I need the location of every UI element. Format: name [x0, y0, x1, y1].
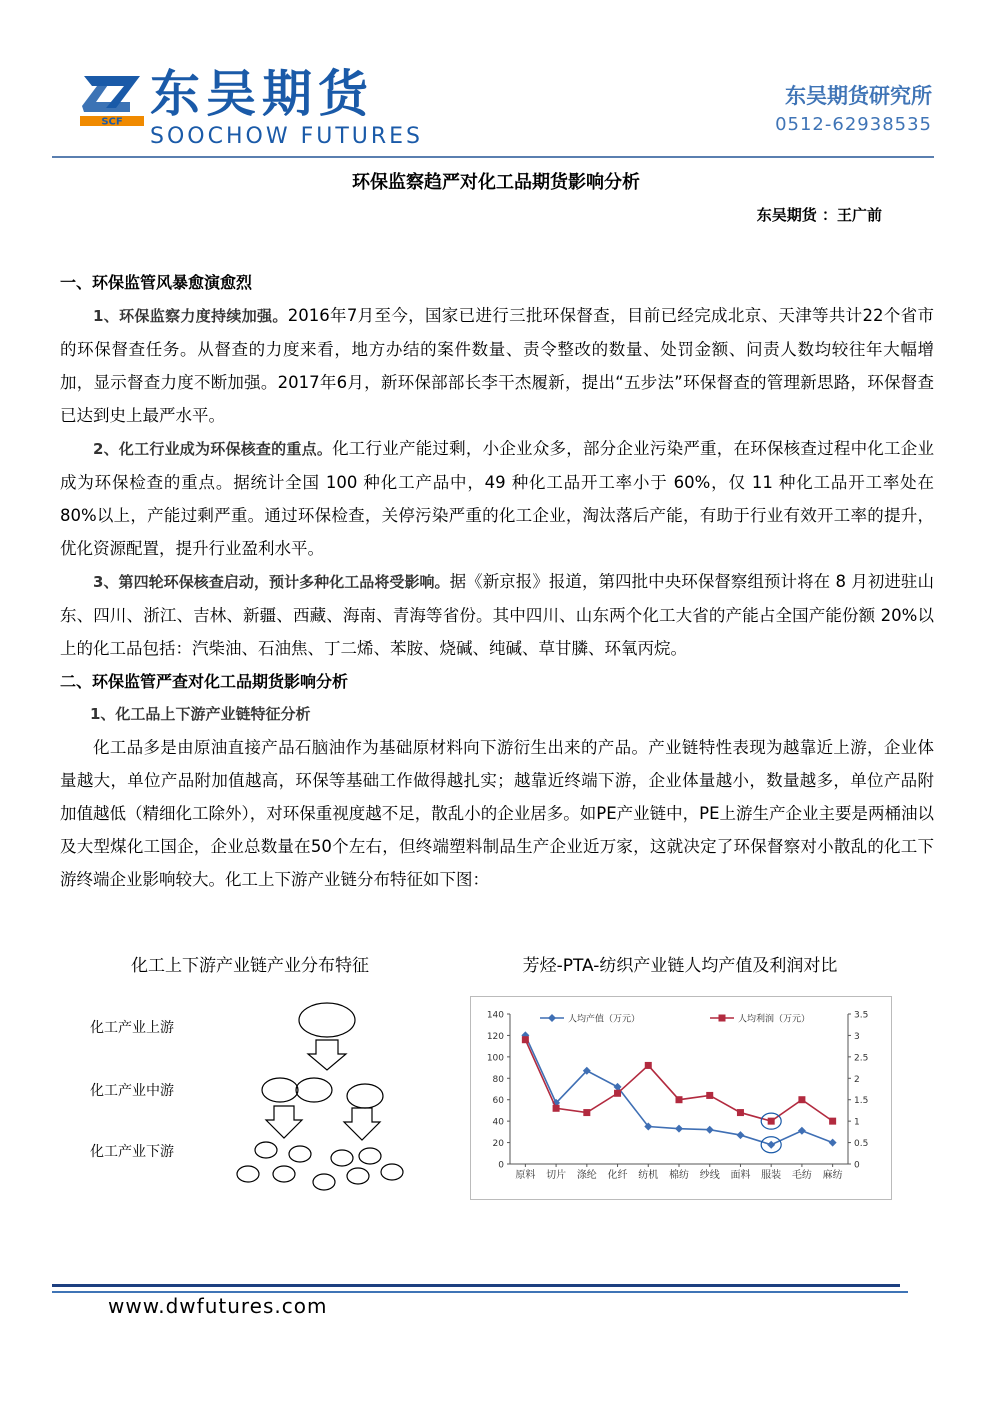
data-point-square: [522, 1036, 529, 1043]
downstream-node: [331, 1150, 353, 1166]
paragraph-1-lead: 1、环保监察力度持续加强。: [93, 307, 288, 325]
paragraph-1: [60, 299, 934, 432]
y-left-tick-label: 40: [492, 1117, 504, 1128]
section-1-heading: 一、环保监管风暴愈演愈烈: [60, 273, 253, 292]
data-point-square: [737, 1109, 744, 1116]
y-left-tick-label: 20: [492, 1139, 504, 1150]
arrow-down-3: [344, 1108, 380, 1140]
logo-abbr: SCF: [101, 116, 123, 128]
doc-author: 东吴期货 ：王广前: [756, 206, 882, 224]
downstream-node: [381, 1164, 403, 1180]
footer-url: www.dwfutures.com: [108, 1294, 328, 1318]
footer-divider-secondary: [52, 1291, 908, 1293]
x-tick-label: 切片: [546, 1170, 567, 1181]
y-left-tick-label: 80: [492, 1074, 504, 1085]
logo-mark: [78, 72, 146, 128]
y-left-tick-label: 60: [492, 1096, 504, 1107]
section-2-heading: 二、环保监管严查对化工品期货影响分析: [60, 672, 349, 691]
paragraph-3: [60, 565, 934, 665]
x-tick-label: 纺机: [638, 1170, 659, 1181]
downstream-node: [289, 1146, 311, 1162]
x-tick-label: 化纤: [607, 1170, 628, 1181]
org-name: 东吴期货研究所: [785, 84, 932, 108]
paragraph-2-text: 化工行业产能过剩，小企业众多，部分企业污染严重，在环保核查过程中化工企业成为环保检查的重点。据统计全国 100 种化工产品中，49 种化工品开工率小于 60%，仅 11 种化工品开工率处在 80%以上，产能过剩严重。通过环保检查，关停污染严重的化工企业，淘汰落后产能，有助于行业有效开工率的提升，优化资源配置，提升行业盈利水平。: [60, 439, 934, 558]
y-right-tick-label: 2: [854, 1074, 860, 1085]
output-profit-chart: [470, 996, 892, 1200]
y-right-tick-label: 1: [854, 1117, 860, 1128]
phone-number: 0512-62938535: [775, 114, 932, 135]
arrow-down-2: [266, 1106, 302, 1138]
midstream-node: [347, 1084, 383, 1108]
x-tick-label: 涤纶: [576, 1170, 597, 1181]
x-tick-label: 毛纺: [791, 1170, 812, 1181]
legend-marker: [719, 1015, 726, 1022]
downstream-node: [237, 1166, 259, 1182]
label-upstream: 化工产业上游: [90, 1020, 174, 1036]
data-point-square: [706, 1092, 713, 1099]
y-right-tick-label: 2.5: [854, 1053, 869, 1064]
section-2-subheading: 1、化工品上下游产业链特征分析: [90, 705, 311, 723]
data-point-square: [583, 1109, 590, 1116]
label-midstream: 化工产业中游: [90, 1083, 174, 1099]
industry-chain-diagram: [80, 990, 440, 1200]
header-divider: [52, 156, 934, 158]
midstream-node: [296, 1078, 332, 1102]
y-left-tick-label: 120: [486, 1031, 504, 1042]
paragraph-1-text: 2016年7月至今，国家已进行三批环保督查，目前已经完成北京、天津等共计22个省市的环保督查任务。从督查的力度来看，地方办结的案件数量、责令整改的数量、处罚金额、问责人数均较往年大幅增加，显示督查力度不断加强。2017年6月，新环保部部长李干杰履新，提出“五步法”环保督查的管理新思路，环保督查已达到史上最严水平。: [60, 306, 934, 425]
y-left-tick-label: 100: [486, 1053, 504, 1064]
y-right-tick-label: 0: [854, 1160, 860, 1171]
data-point-square: [553, 1105, 560, 1112]
downstream-node: [255, 1142, 277, 1158]
doc-title: 环保监察趋严对化工品期货影响分析: [352, 172, 640, 193]
upstream-node: [299, 1003, 355, 1037]
downstream-node: [313, 1174, 335, 1190]
y-left-tick-label: 140: [486, 1010, 504, 1021]
downstream-node: [347, 1168, 369, 1184]
data-point-square: [829, 1118, 836, 1125]
data-point-square: [768, 1118, 775, 1125]
x-tick-label: 面料: [730, 1170, 751, 1181]
y-right-tick-label: 3: [854, 1031, 860, 1042]
data-point-square: [798, 1096, 805, 1103]
x-tick-label: 原料: [515, 1170, 536, 1181]
y-left-tick-label: 0: [498, 1160, 504, 1171]
paragraph-3-lead: 3、第四轮环保核查启动，预计多种化工品将受影响。: [93, 573, 450, 591]
brand-name-cn: 东吴期货: [150, 65, 374, 123]
y-right-tick-label: 1.5: [854, 1096, 869, 1107]
paragraph-4: 化工品多是由原油直接产品石脑油作为基础原材料向下游衍生出来的产品。产业链特性表现为越靠近上游，企业体量越大，单位产品附加值越高，环保等基础工作做得越扎实；越靠近终端下游，企业体量越小，数量越多，单位产品附加值越低（精细化工除外），对环保重视度越不足，散乱小的企业居多。如PE产业链中，PE上游生产企业主要是两桶油以及大型煤化工国企，企业总数量在50个左右，但终端塑料制品生产企业近万家，这就决定了环保督察对小散乱的化工下游终端企业影响较大。化工上下游产业链分布特征如下图：: [60, 738, 935, 889]
x-tick-label: 麻纺: [822, 1170, 843, 1181]
arrow-down-1: [308, 1040, 346, 1070]
legend-label: 人均利润（万元）: [738, 1014, 811, 1025]
paragraph-2: [60, 432, 934, 565]
x-tick-label: 棉纺: [669, 1170, 689, 1181]
downstream-node: [359, 1148, 381, 1164]
chart-svg: [470, 996, 892, 1200]
data-point-square: [676, 1096, 683, 1103]
y-right-tick-label: 3.5: [854, 1010, 869, 1021]
paragraph-2-lead: 2、化工行业成为环保核查的重点。: [93, 440, 333, 458]
label-downstream: 化工产业下游: [90, 1144, 174, 1160]
y-right-tick-label: 0.5: [854, 1139, 869, 1150]
data-point-square: [614, 1090, 621, 1097]
legend-label: 人均产值（万元）: [568, 1014, 641, 1025]
doc-body: [60, 266, 934, 896]
figure-right-caption: 芳烃-PTA-纺织产业链人均产值及利润对比: [522, 956, 838, 976]
x-tick-label: 服装: [761, 1170, 782, 1181]
figure-left-caption: 化工上下游产业链产业分布特征: [131, 956, 369, 976]
midstream-node: [262, 1078, 298, 1102]
paragraph-3-text: 据《新京报》报道，第四批中央环保督察组预计将在 8 月初进驻山东、四川、浙江、吉林、新疆、西藏、海南、青海等省份。其中四川、山东两个化工大省的产能占全国产能份额 20%以上的化工品包括：汽柴油、石油焦、丁二烯、苯胺、烧碱、纯碱、草甘膦、环氧丙烷。: [60, 572, 934, 658]
downstream-node: [273, 1166, 295, 1182]
x-tick-label: 纱线: [699, 1170, 720, 1181]
footer-divider: [52, 1284, 900, 1287]
brand-name-en: SOOCHOW FUTURES: [150, 124, 424, 149]
data-point-square: [645, 1062, 652, 1069]
